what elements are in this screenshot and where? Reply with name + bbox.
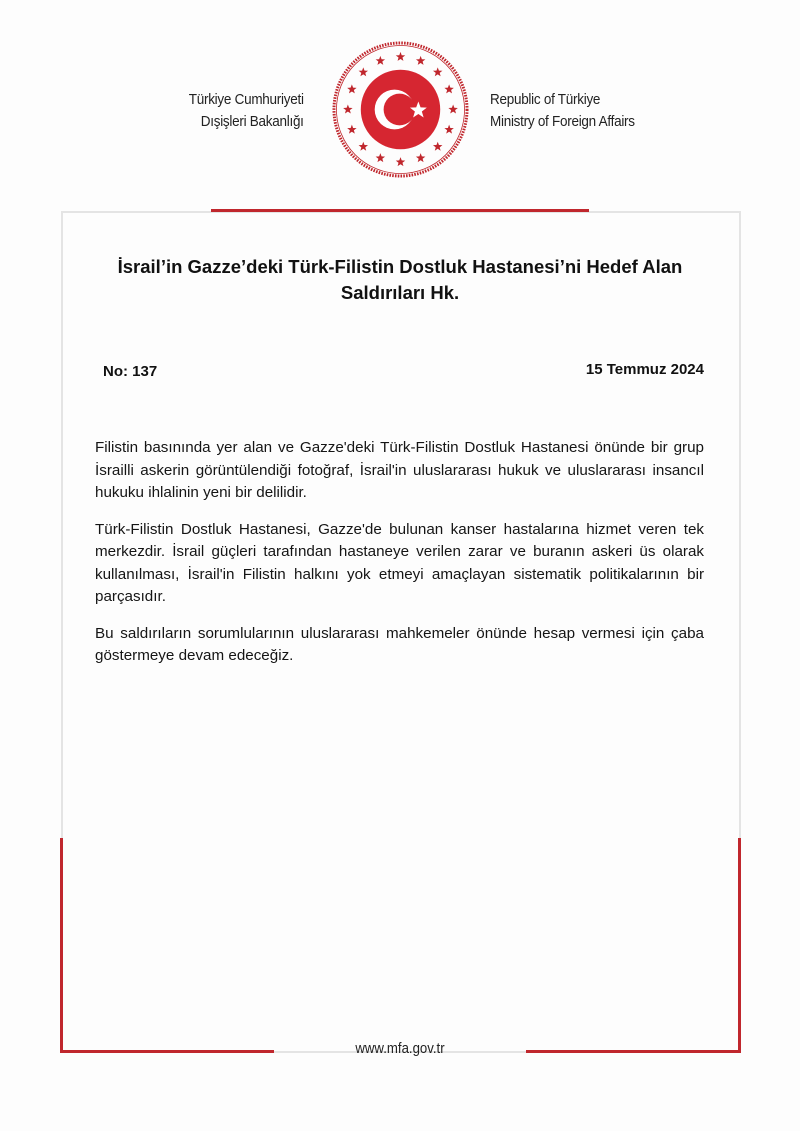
frame-right-red-accent bbox=[738, 838, 741, 1053]
emblem-star-icon bbox=[347, 84, 356, 93]
title-line-2: Saldırıları Hk. bbox=[340, 282, 460, 303]
paragraph-2: Türk-Filistin Dostluk Hastanesi, Gazze'de bulunan kanser hastalarına hizmet veren tek merkezdir. İsrail güçleri tarafından hastaneye verilen zarar ve buranın askeri üs olarak kullanılması, İsrail'in Filistin halkını yok etmeyi amaçlayan sistematik politikalarının bir parçasıdır. bbox=[95, 520, 704, 605]
frame-top-red-accent bbox=[211, 209, 589, 212]
paragraph-3: Bu saldırıların sorumlularının uluslararası mahkemeler önünde hesap vermesi için çaba göstermeye devam edeceğiz. bbox=[95, 624, 704, 664]
emblem-star-icon bbox=[448, 105, 457, 114]
emblem-star-icon bbox=[416, 153, 425, 162]
emblem-star-icon bbox=[444, 125, 453, 134]
header-left-line1: Türkiye Cumhuriyeti bbox=[189, 91, 304, 108]
frame-right-border bbox=[739, 211, 741, 839]
header-turkish-name bbox=[189, 89, 304, 133]
emblem-star-icon bbox=[376, 56, 385, 65]
footer-website-link[interactable]: www.mfa.gov.tr bbox=[355, 1040, 445, 1057]
emblem-star-icon bbox=[396, 157, 405, 166]
emblem-star-icon bbox=[343, 105, 352, 114]
emblem-star-icon bbox=[359, 67, 368, 76]
emblem-star-icon bbox=[416, 56, 425, 65]
emblem-star-icon bbox=[444, 84, 453, 93]
document-title bbox=[80, 254, 720, 306]
header-english-name bbox=[490, 89, 635, 133]
frame-left-border bbox=[61, 211, 63, 839]
emblem-star-icon bbox=[433, 67, 442, 76]
emblem-star-icon bbox=[433, 142, 442, 151]
header-right-line2: Ministry of Foreign Affairs bbox=[490, 113, 635, 130]
title-line-1: İsrail’in Gazze’deki Türk-Filistin Dostluk Hastanesi’ni Hedef Alan bbox=[117, 256, 683, 277]
emblem-star-icon bbox=[359, 142, 368, 151]
emblem-star-icon bbox=[347, 125, 356, 134]
document-number: No: 137 bbox=[103, 363, 158, 380]
document-body bbox=[95, 437, 704, 682]
frame-left-red-accent bbox=[60, 838, 63, 1053]
header-right-line1: Republic of Türkiye bbox=[490, 91, 601, 108]
header-left-line2: Dışişleri Bakanlığı bbox=[201, 113, 304, 130]
emblem-star-icon bbox=[376, 153, 385, 162]
emblem-star-icon bbox=[396, 52, 405, 61]
paragraph-1: Filistin basınında yer alan ve Gazze'deki Türk-Filistin Dostluk Hastanesi önünde bir grup İsrailli askerin görüntülendiği fotoğraf, İsrail'in uluslararası hukuk ve uluslararası insancıl hukuku ihlalinin yeni bir delilidir. bbox=[95, 439, 704, 501]
mfa-emblem-icon bbox=[331, 40, 470, 179]
document-date: 15 Temmuz 2024 bbox=[585, 361, 704, 378]
